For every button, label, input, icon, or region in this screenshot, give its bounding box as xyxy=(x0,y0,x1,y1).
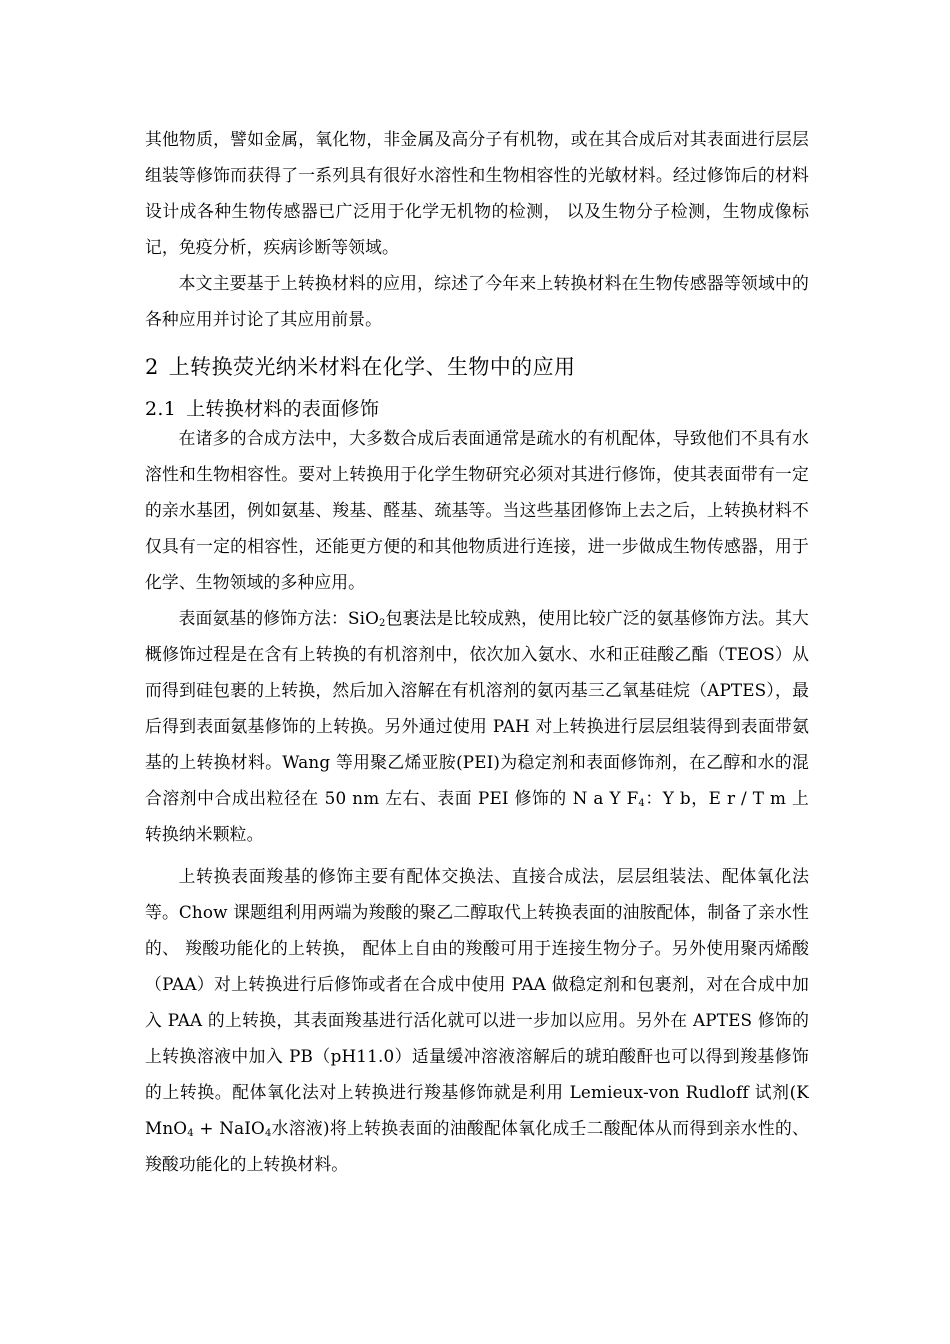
section-number: 2 xyxy=(145,355,159,379)
paragraph-intro-summary: 本文主要基于上转换材料的应用，综述了今年来上转换材料在生物传感器等领域中的各种应用并讨论了其应用前景。 xyxy=(145,273,809,329)
paragraph-amino-modification xyxy=(145,600,809,852)
subsection-number: 2.1 xyxy=(145,398,177,420)
subscript: 4 xyxy=(187,1128,194,1139)
paragraph-carboxyl-modification xyxy=(145,858,809,1182)
text-run: 表面氨基的修饰方法：SiO xyxy=(178,608,380,628)
section-title: 上转换荧光纳米材料在化学、生物中的应用 xyxy=(168,355,576,379)
subscript: 2 xyxy=(379,618,386,629)
page-body xyxy=(145,121,809,1182)
text-run: 上转换表面羧基的修饰主要有配体交换法、直接合成法，层层组装法、配体氧化法等。Chow 课题组利用两端为羧酸的聚乙二醇取代上转换表面的油胺配体，制备了亲水性的、 羧酸功能化的上转换， 配体上自由的羧酸可用于连接生物分子。另外使用聚丙烯酸（PAA）对上转换进行后修饰或者在合成中使用 PAA 做稳定剂和包裹剂，对在合成中加入 PAA 的上转换，其表面羧基进行活化就可以进一步加以应用。另外在 APTES 修饰的上转换溶液中加入 PB（pH11.0）适量缓冲溶液溶解后的琥珀酸酐也可以得到羧基修饰的上转换。配体氧化法对上转换进行羧基修饰就是利用 Lemieux-von Rudloff 试剂(KMnO xyxy=(145,866,809,1138)
section-heading-2 xyxy=(145,347,809,387)
subscript: 4 xyxy=(638,798,645,809)
text-run: 包裹法是比较成熟，使用比较广泛的氨基修饰方法。其大概修饰过程是在含有上转换的有机溶剂中，依次加入氨水、水和正硅酸乙酯（TEOS）从而得到硅包裹的上转换，然后加入溶解在有机溶剂的氨丙基三乙氧基硅烷（APTES），最后得到表面氨基修饰的上转换。另外通过使用 PAH 对上转换进行层层组装得到表面带氨基的上转换材料。Wang 等用聚乙烯亚胺(PEI)为稳定剂和表面修饰剂，在乙醇和水的混合溶剂中合成出粒径在 50 nm 左右、表面 PEI 修饰的 N a Y F xyxy=(145,608,809,808)
subsection-title: 上转换材料的表面修饰 xyxy=(186,398,380,420)
text-run: + NaIO xyxy=(193,1118,265,1138)
subscript: 4 xyxy=(264,1128,272,1139)
paragraph-continuation: 其他物质，譬如金属，氧化物，非金属及高分子有机物，或在其合成后对其表面进行层层组装等修饰而获得了一系列具有很好水溶性和生物相容性的光敏材料。经过修饰后的材料设计成各种生物传感器已广泛用于化学无机物的检测， 以及生物分子检测，生物成像标记，免疫分析，疾病诊断等领域。 xyxy=(145,129,809,257)
text-run: 水溶液)将上转换表面的油酸配体氧化成壬二酸配体从而得到亲水性的、羧酸功能化的上转换材料。 xyxy=(145,1118,809,1174)
paragraph-surface-modification: 在诸多的合成方法中，大多数合成后表面通常是疏水的有机配体，导致他们不具有水溶性和生物相容性。要对上转换用于化学生物研究必须对其进行修饰，使其表面带有一定的亲水基团，例如氨基、羧基、醛基、巯基等。当这些基团修饰上去之后，上转换材料不仅具有一定的相容性，还能更方便的和其他物质进行连接，进一步做成生物传感器，用于化学、生物领域的多种应用。 xyxy=(145,428,809,592)
text-run: ：Y b，E r / T m 上转换纳米颗粒。 xyxy=(145,788,809,844)
